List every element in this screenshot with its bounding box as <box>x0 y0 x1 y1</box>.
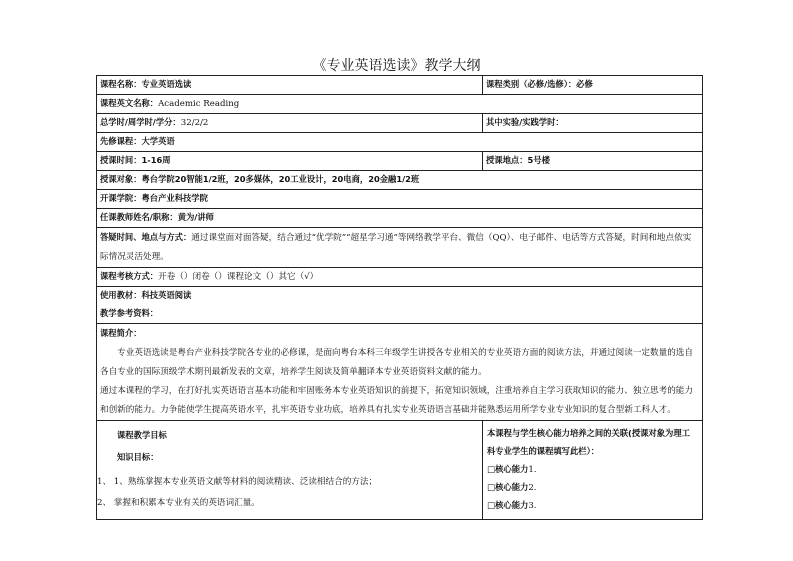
page-title: 《专业英语选读》教学大纲 <box>312 58 481 74</box>
course-type-cell: 课程类别（必修/选修）：必修 <box>483 76 703 95</box>
core-item: □核心能力3. <box>487 500 537 511</box>
course-name-cell: 课程名称：专业英语选读 <box>97 76 483 95</box>
prereq-cell: 先修课程：大学英语 <box>97 133 703 152</box>
target-cell: 授课对象：粤台学院20智能1/2班，20多媒体，20工业设计，20电商，20金融1/2班 <box>97 171 703 190</box>
time-cell: 授课时间：1-16周 <box>97 152 483 171</box>
hours-cell: 总学时/周学时/学分：32/2/2 <box>97 114 483 133</box>
intro-cell: 课程简介： 专业英语选读是粤台产业科技学院各专业的必修课，是面向粤台本科三年级学生讲授各专业相关的专业英语方面的阅读方法，并通过阅读一定数量的选自各自专业的国际顶级学术期刊最新发表的文章，培养学生阅读及简单翻译本专业英语资料文献的能力。 通过本课程的学习，在打好扎实英语语言基本功能和牢固账务本专业英语知识的前提下，拓宽知识领域，注重培养自主学习获取知识的能力、独立思考的能力和创新的能力。力争能使学生提高英语水平，扎牢英语专业功底，培养具有扎实专业英语语言基础并能熟悉运用所学专业专业知识的复合型新工科人才。 <box>97 324 703 421</box>
college-cell: 开课学院：粤台产业科技学院 <box>97 190 703 209</box>
textbook-cell: 使用教材：科技英语阅读 教学参考资料： <box>97 287 703 324</box>
goals-cell: 课程教学目标 知识目标： 1、 1、熟练掌握本专业英语文献等材料的阅读精读、泛读相结合的方法； 2、 掌握和积累本专业有关的英语词汇量。 <box>97 421 483 520</box>
core-ability-cell: 本课程与学生核心能力培养之间的关联(授课对象为理工科专业学生的课程填写此栏）： □核心能力1. □核心能力2. □核心能力3. <box>483 421 703 520</box>
place-cell: 授课地点：5号楼 <box>483 152 703 171</box>
core-item: □核心能力2. <box>487 482 537 493</box>
teacher-cell: 任课教师姓名/职称：黄为/讲师 <box>97 209 703 228</box>
lab-hours-cell: 其中实验/实践学时： <box>483 114 703 133</box>
english-name-cell: 课程英文名称：Academic Reading <box>97 95 703 114</box>
syllabus-table <box>96 75 703 520</box>
qa-cell: 答疑时间、地点与方式：通过课堂面对面答疑，结合通过“优学院”“超星学习通”等网络教学平台、微信（QQ）、电子邮件、电话等方式答疑，时间和地点依实际情况灵活处理。 <box>97 228 703 268</box>
exam-cell: 课程考核方式：开卷（）闭卷（）课程论文（）其它（√） <box>97 268 703 287</box>
core-item: □核心能力1. <box>487 464 537 475</box>
